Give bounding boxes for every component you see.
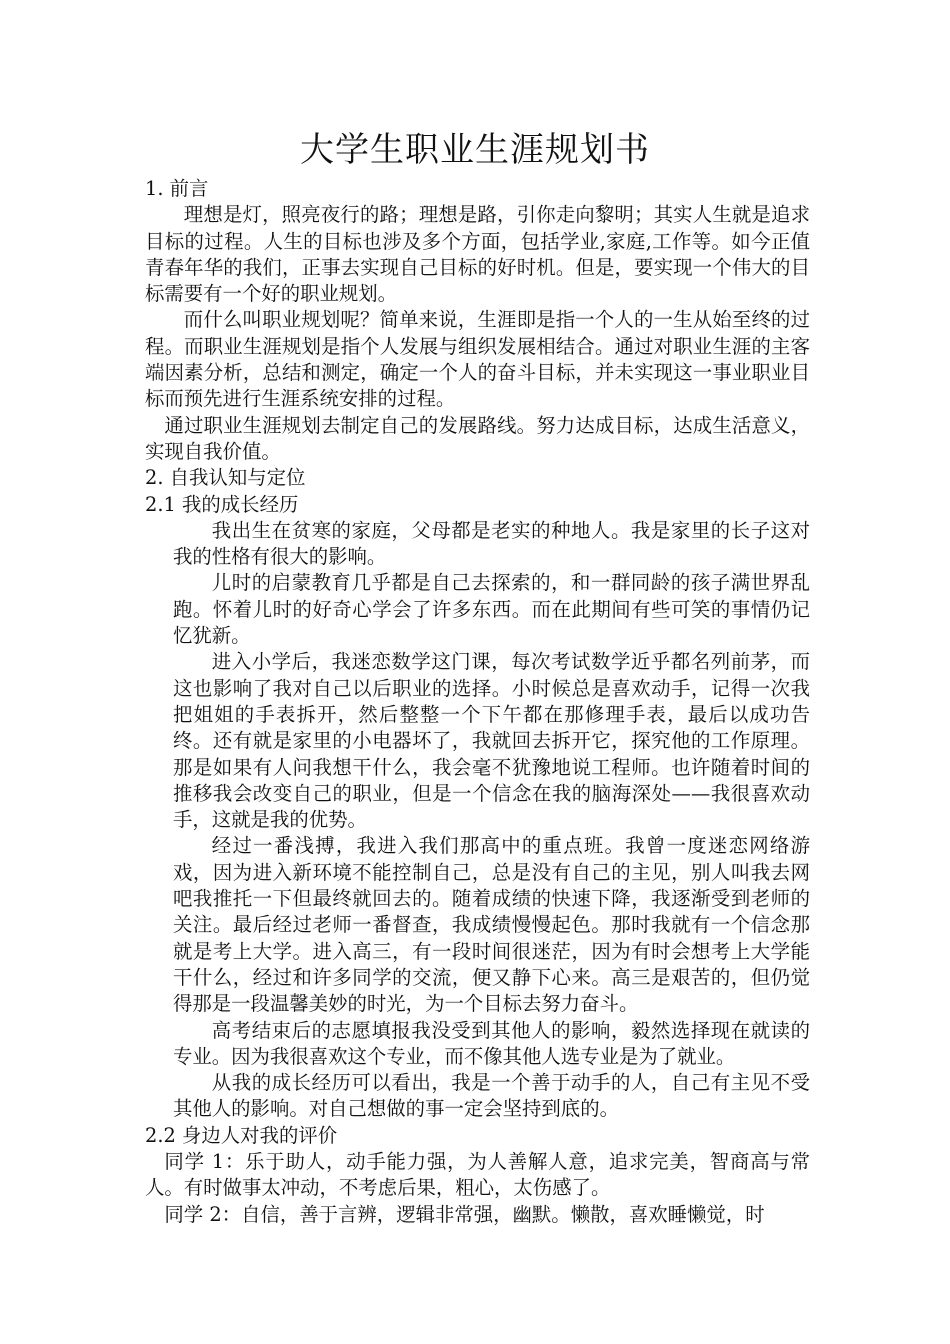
section-heading-preface: 1. 前言 bbox=[145, 177, 209, 200]
document-title: 大学生职业生涯规划书 bbox=[300, 130, 650, 170]
paragraph: 经过一番浅搏，我进入我们那高中的重点班。我曾一度迷恋网络游戏，因为进入新环境不能控制自己，总是没有自己的主见，别人叫我去网吧我推托一下但最终就回去的。随着成绩的快速下降，我逐渐受到老师的关注。最后经过老师一番督查，我成绩慢慢起色。那时我就有一个信念那就是考上大学。进入高三，有一段时间很迷茫，因为有时会想考上大学能干什么，经过和许多同学的交流，便又静下心来。高三是艰苦的，但仍觉得那是一段温馨美妙的时光，为一个目标去努力奋斗。 bbox=[173, 834, 810, 1016]
paragraph: 高考结束后的志愿填报我没受到其他人的影响，毅然选择现在就读的专业。因为我很喜欢这个专业，而不像其他人选专业是为了就业。 bbox=[173, 1018, 810, 1068]
paragraph: 我出生在贫寒的家庭，父母都是老实的种地人。我是家里的长子这对我的性格有很大的影响。 bbox=[173, 518, 810, 569]
paragraph: 从我的成长经历可以看出，我是一个善于动手的人，自己有主见不受其他人的影响。对自己想做的事一定会坚持到底的。 bbox=[173, 1071, 810, 1121]
paragraph: 进入小学后，我迷恋数学这门课，每次考试数学近乎都名列前茅，而这也影响了我对自己以后职业的选择。小时候总是喜欢动手，记得一次我把姐姐的手表拆开，然后整整一个下午都在那修理手表，最后以成功告终。还有就是家里的小电器坏了，我就回去拆开它，探究他的工作原理。那是如果有人问我想干什么，我会毫不犹豫地说工程师。也许随着时间的推移我会改变自己的职业，但是一个信念在我的脑海深处——我很喜欢动手，这就是我的优势。 bbox=[173, 650, 810, 832]
subsection-heading-growth: 2.1 我的成长经历 bbox=[145, 492, 299, 516]
paragraph: 通过职业生涯规划去制定自己的发展路线。努力达成目标，达成生活意义，实现自我价值。 bbox=[145, 413, 810, 463]
paragraph: 理想是灯，照亮夜行的路；理想是路，引你走向黎明；其实人生就是追求目标的过程。人生的目标也涉及多个方面，包括学业,家庭,工作等。如今正值青春年华的我们，正事去实现自己目标的好时机。但是，要实现一个伟大的目标需要有一个好的职业规划。 bbox=[145, 203, 810, 306]
paragraph: 儿时的启蒙教育几乎都是自己去探索的，和一群同龄的孩子满世界乱跑。怀着儿时的好奇心学会了许多东西。而在此期间有些可笑的事情仍记忆犹新。 bbox=[173, 571, 810, 648]
subsection-heading-evaluation: 2.2 身边人对我的评价 bbox=[145, 1123, 338, 1147]
section-heading-self-awareness: 2. 自我认知与定位 bbox=[145, 466, 306, 490]
paragraph: 而什么叫职业规划呢？简单来说，生涯即是指一个人的一生从始至终的过程。而职业生涯规划是指个人发展与组织发展相结合。通过对职业生涯的主客端因素分析，总结和测定，确定一个人的奋斗目标，并未实现这一事业职业目标而预先进行生涯系统安排的过程。 bbox=[145, 308, 810, 411]
paragraph: 同学 1：乐于助人，动手能力强，为人善解人意，追求完美，智商高与常人。有时做事太冲动，不考虑后果，粗心，太伤感了。 bbox=[145, 1149, 810, 1200]
paragraph: 同学 2：自信，善于言辨，逻辑非常强，幽默。懒散，喜欢睡懒觉，时 bbox=[164, 1202, 765, 1226]
document-body bbox=[145, 176, 810, 1228]
